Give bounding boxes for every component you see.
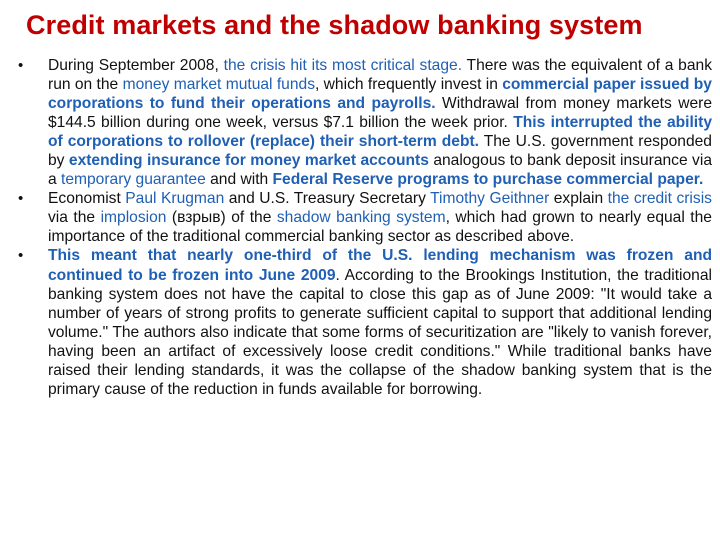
bullet-text [48,247,712,397]
highlighted-text-run: the crisis hit its most critical stage. [223,57,463,74]
highlighted-text-run: Timothy Geithner [430,190,550,208]
text-run: , which frequently invest in [315,76,503,94]
bullet-item [18,56,712,189]
highlighted-text-run: This meant that nearly one-third of the U.S. lending mechanism was frozen and continued to be frozen into June 2009 [48,247,712,284]
highlighted-text-run: commercial paper issued by corporations to fund their operations and payrolls. [48,76,712,113]
highlighted-text-run: extending insurance for money market accounts [68,152,429,170]
text-run: via the [48,209,101,227]
bullet-dot: • [18,57,24,74]
highlighted-text-run: temporary guarantee [61,171,206,189]
highlighted-text-run: Paul Krugman [125,190,225,208]
highlighted-text-run: the credit crisis [607,190,712,208]
text-run: . According to the Brookings Institution, the traditional banking system does not have the capital to close this gap as of June 2009: "It would take a number of years of strong profits to generate sufficient capital to support that additional lending volume." The authors also indicate that some forms of securitization are "likely to vanish forever, having been an artifact of excessively loose credit conditions." While traditional banks have raised their lending standards, it was the collapse of the shadow banking system that is the primary cause of the reduction in funds available for borrowing. [48,266,712,398]
bullet-text [48,190,712,245]
text-run: , which had grown to nearly equal the importance of the traditional commercial banking sector as described above. [48,209,712,246]
bullet-dot: • [18,247,24,265]
highlighted-text-run: shadow banking system [276,209,446,227]
highlighted-text-run: Federal Reserve programs to purchase commercial paper. [272,171,704,189]
bullet-list [18,56,712,399]
highlighted-text-run: money market mutual funds [122,76,315,94]
text-run: There was the equivalent of a bank run on the [48,57,712,94]
text-run: analogous to bank deposit insurance via a [48,152,712,189]
bullet-text [48,57,712,188]
slide-title: Credit markets and the shadow banking system [26,10,643,40]
text-run: and with [205,171,273,189]
bullet-item [18,246,712,398]
text-run: Withdrawal from money markets were $144.5 billion during one week, versus $7.1 billion the week prior. [48,95,712,132]
text-run: explain [549,190,608,208]
text-run: Economist [48,190,126,208]
text-run: and U.S. Treasury Secretary [224,190,431,208]
highlighted-text-run: implosion [100,209,167,227]
text-run: (взрыв) of the [166,209,277,227]
text-run: During September 2008, [48,57,224,74]
bullet-dot: • [18,190,24,208]
highlighted-text-run: This interrupted the ability of corporations to rollover (replace) their short-term debt. [48,114,712,151]
text-run: The U.S. government responded by [48,133,712,170]
bullet-item [18,189,712,246]
